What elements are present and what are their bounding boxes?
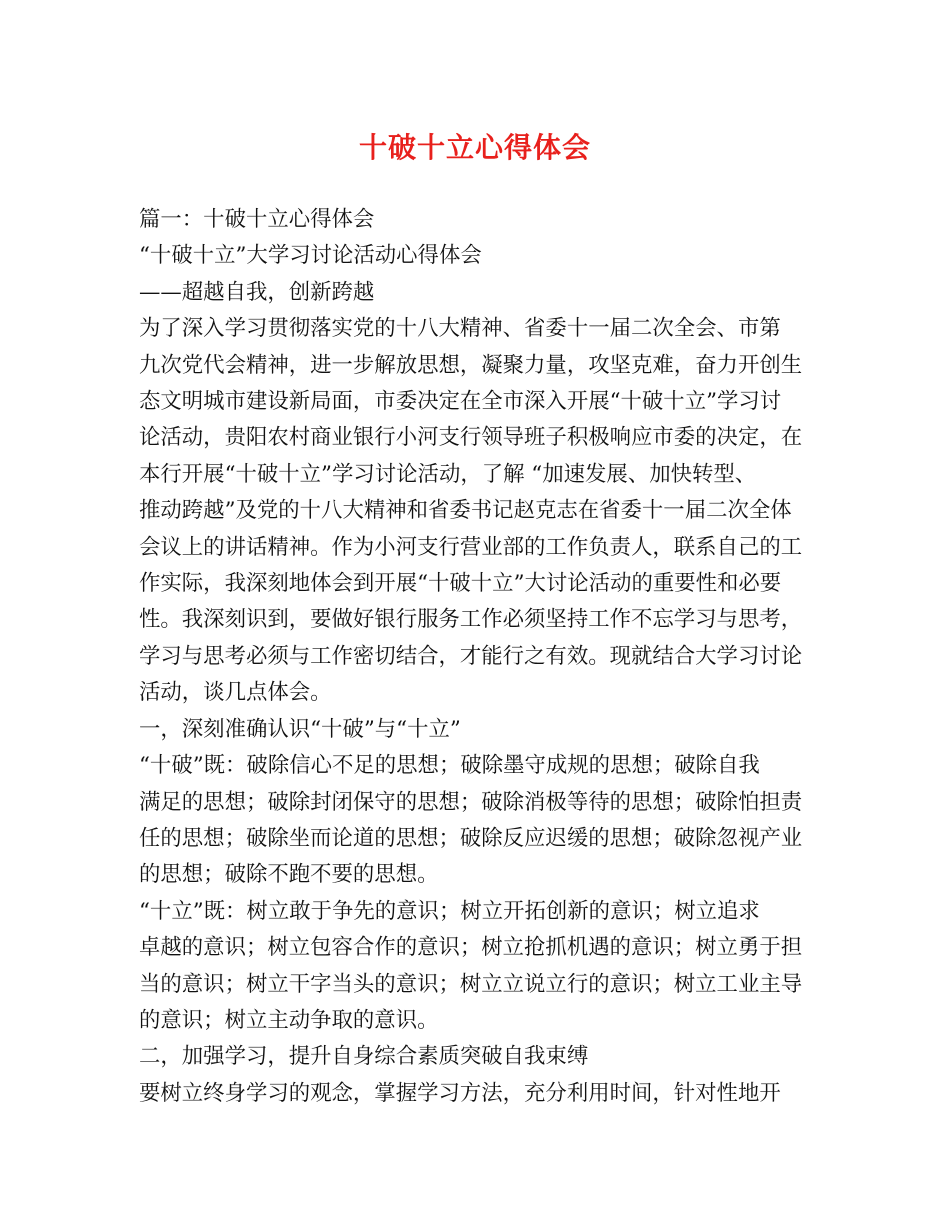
text-line: 学习与思考必须与工作密切结合，才能行之有效。现就结合大学习讨论	[139, 643, 803, 669]
text-line: 态文明城市建设新局面，市委决定在全市深入开展“十破十立”学习讨	[139, 389, 782, 415]
text-line: 当的意识；树立干字当头的意识；树立立说立行的意识；树立工业主导	[139, 971, 803, 997]
text-line: 的思想；破除不跑不要的思想。	[139, 862, 439, 888]
text-line: 为了深入学习贯彻落实党的十八大精神、省委十一届二次全会、市第	[139, 316, 781, 342]
text-line: 任的思想；破除坐而论道的思想；破除反应迟缓的思想；破除忽视产业	[139, 825, 803, 851]
text-line: 本行开展“十破十立”学习讨论活动，了解 “加速发展、加快转型、	[139, 461, 757, 487]
text-line: 活动，谈几点体会。	[139, 680, 332, 706]
text-line: 要树立终身学习的观念，掌握学习方法，充分利用时间，针对性地开	[139, 1080, 781, 1106]
text-line: 卓越的意识；树立包容合作的意识；树立抢抓机遇的意识；树立勇于担	[139, 935, 803, 961]
text-line: 性。我深刻识到，要做好银行服务工作必须坚持工作不忘学习与思考，	[139, 607, 803, 633]
text-line: “十破”既：破除信心不足的思想；破除墨守成规的思想；破除自我	[139, 753, 760, 779]
text-line: 会议上的讲话精神。作为小河支行营业部的工作负责人，联系自己的工	[139, 534, 803, 560]
text-line: 作实际，我深刻地体会到开展“十破十立”大讨论活动的重要性和必要	[139, 571, 782, 597]
text-line: 九次党代会精神，进一步解放思想，凝聚力量，攻坚克难，奋力开创生	[139, 352, 803, 378]
document-title: 十破十立心得体会	[358, 131, 591, 164]
text-line: 一，深刻准确认识“十破”与“十立”	[139, 716, 461, 742]
text-line: ——超越自我，创新跨越	[139, 279, 375, 305]
text-line: 推动跨越”及党的十八大精神和省委书记赵克志在省委十一届二次全体	[139, 498, 792, 524]
text-line: 二，加强学习，提升自身综合素质突破自我束缚	[139, 1044, 589, 1070]
text-line: “十立”既：树立敢于争先的意识；树立开拓创新的意识；树立追求	[139, 898, 760, 924]
document-body	[139, 202, 819, 1112]
text-line: 满足的思想；破除封闭保守的思想；破除消极等待的思想；破除怕担责	[139, 789, 803, 815]
text-line: “十破十立”大学习讨论活动心得体会	[139, 243, 482, 269]
text-line: 的意识；树立主动争取的意识。	[139, 1007, 439, 1033]
text-line: 篇一：十破十立心得体会	[139, 207, 375, 232]
text-line: 论活动，贵阳农村商业银行小河支行领导班子积极响应市委的决定，在	[139, 425, 803, 451]
